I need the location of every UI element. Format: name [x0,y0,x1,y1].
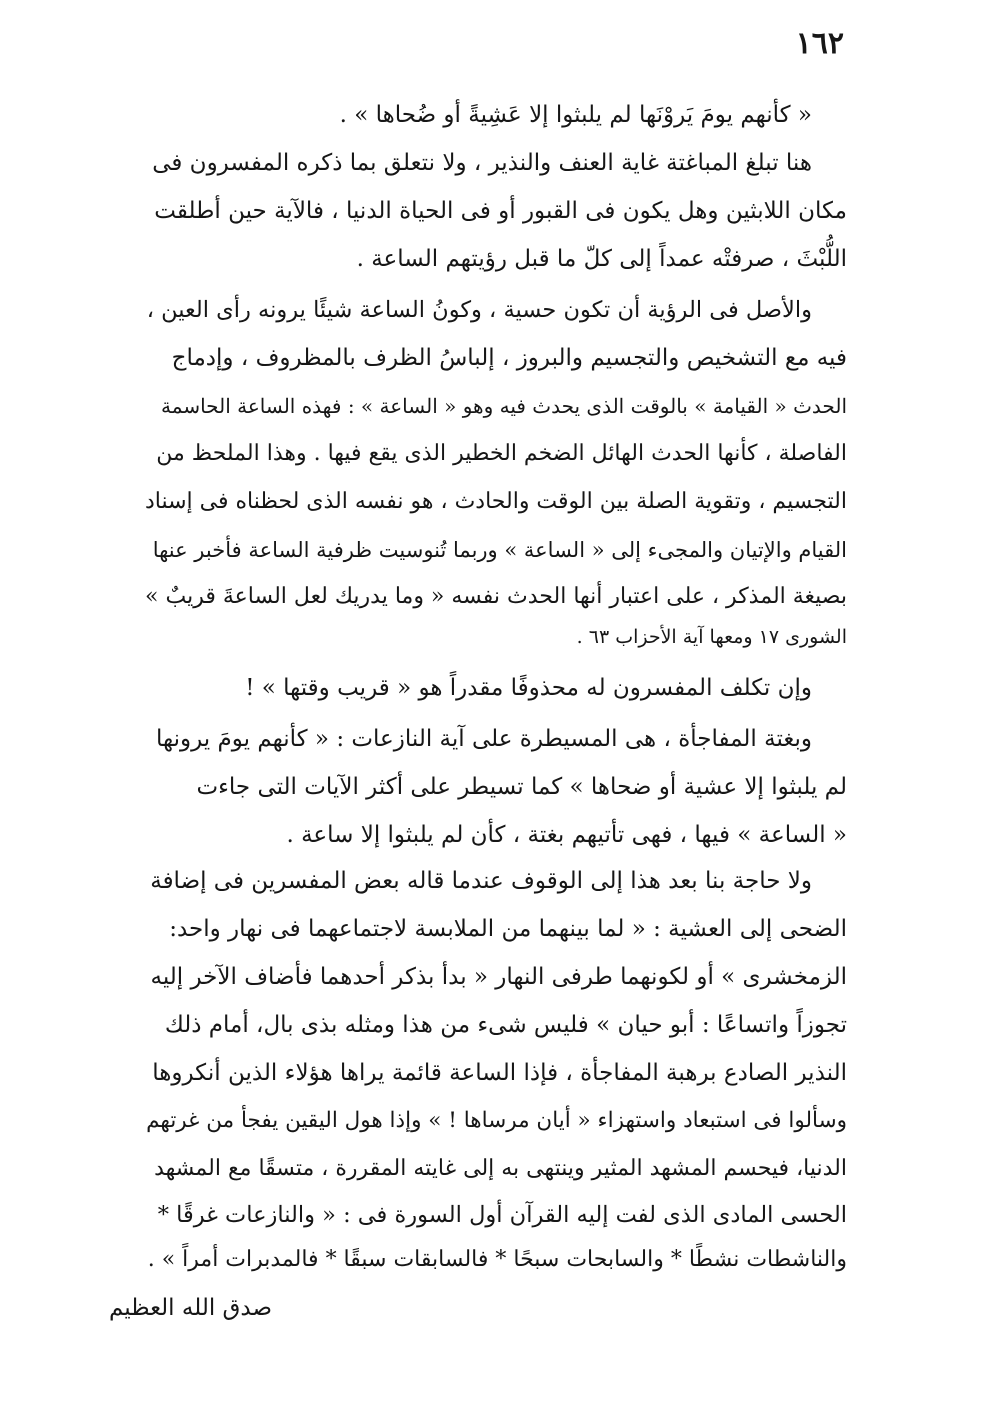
text-line: اللُّبْثَ ، صرفتْه عمداً إلى كلّ ما قبل رؤيتهم الساعة . [356,246,847,272]
text-line: الدنيا، فيحسم المشهد المثير وينتهى به إلى غايته المقررة ، متسقًا مع المشهد [154,1156,847,1181]
text-line: هنا تبلغ المباغتة غاية العنف والنذير ، ولا نتعلق بما ذكره المفسرون فى [152,150,812,176]
text-line: والناشطات نشطًا * والسابحات سبحًا * فالسابقات سبقًا * فالمدبرات أمراً » . [147,1247,847,1272]
text-line: وسألوا فى استبعاد واستهزاء « أيان مرساها ! » وإذا هول اليقين يفجأ من غرتهم [146,1108,847,1133]
page-number: ١٦٢ [795,26,844,61]
text-line: النذير الصادع برهبة المفاجأة ، فإذا الساعة قائمة يراها هؤلاء الذين أنكروها [152,1060,847,1086]
text-line: والأصل فى الرؤية أن تكون حسية ، وكونُ الساعة شيئًا يرونه رأى العين ، [146,297,812,323]
text-line: التجسيم ، وتقوية الصلة بين الوقت والحادث ، هو نفسه الذى لحظناه فى إسناد [144,489,847,514]
text-line: الفاصلة ، كأنها الحدث الهائل الضخم الخطير الذى يقع فيها . وهذا الملحظ من [156,441,847,466]
closing-phrase: صدق الله العظيم [108,1295,272,1321]
text-line: فيه مع التشخيص والتجسيم والبروز ، إلباسُ الظرف بالمظروف ، وإدماج [171,345,847,371]
text-line: القيام والإتيان والمجىء إلى « الساعة » وربما تُنوسيت ظرفية الساعة فأخبر عنها [152,538,847,562]
text-line: لم يلبثوا إلا عشية أو ضحاها » كما تسيطر على أكثر الآيات التى جاءت [196,774,847,800]
text-line: الزمخشرى » أو لكونهما طرفى النهار « بدأ بذكر أحدهما فأضاف الآخر إليه [150,964,847,990]
text-line: بصيغة المذكر ، على اعتبار أنها الحدث نفسه « وما يدريك لعل الساعةَ قريبٌ » [145,584,847,609]
text-line: وإن تكلف المفسرون له محذوفًا مقدراً هو « قريب وقتها » ! [245,675,812,701]
text-line: الحسى المادى الذى لفت إليه القرآن أول السورة فى : « والنازعات غرقًا * [157,1202,847,1228]
text-line: مكان اللابثين وهل يكون فى القبور أو فى الحياة الدنيا ، فالآية حين أطلقت [154,198,847,224]
text-line: الشورى ١٧ ومعها آية الأحزاب ٦٣ . [576,626,847,648]
text-line: ولا حاجة بنا بعد هذا إلى الوقوف عندما قاله بعض المفسرين فى إضافة [150,868,812,894]
text-line: الحدث « القيامة » بالوقت الذى يحدث فيه وهو « الساعة » : فهذه الساعة الحاسمة [161,394,847,418]
text-line: الضحى إلى العشية : « لما بينهما من الملابسة لاجتماعهما فى نهار واحد: [169,916,847,942]
text-line: « كأنهم يومَ يَروْنَها لم يلبثوا إلا عَشِيةً أو ضُحاها » . [339,102,812,128]
text-line: « الساعة » فيها ، فهى تأتيهم بغتة ، كأن لم يلبثوا إلا ساعة . [286,822,847,848]
text-line: وبغتة المفاجأة ، هى المسيطرة على آية النازعات : « كأنهم يومَ يرونها [156,726,812,752]
text-line: تجوزاً واتساعًا : أبو حيان » فليس شىء من هذا ومثله بذى بال، أمام ذلك [164,1012,847,1038]
